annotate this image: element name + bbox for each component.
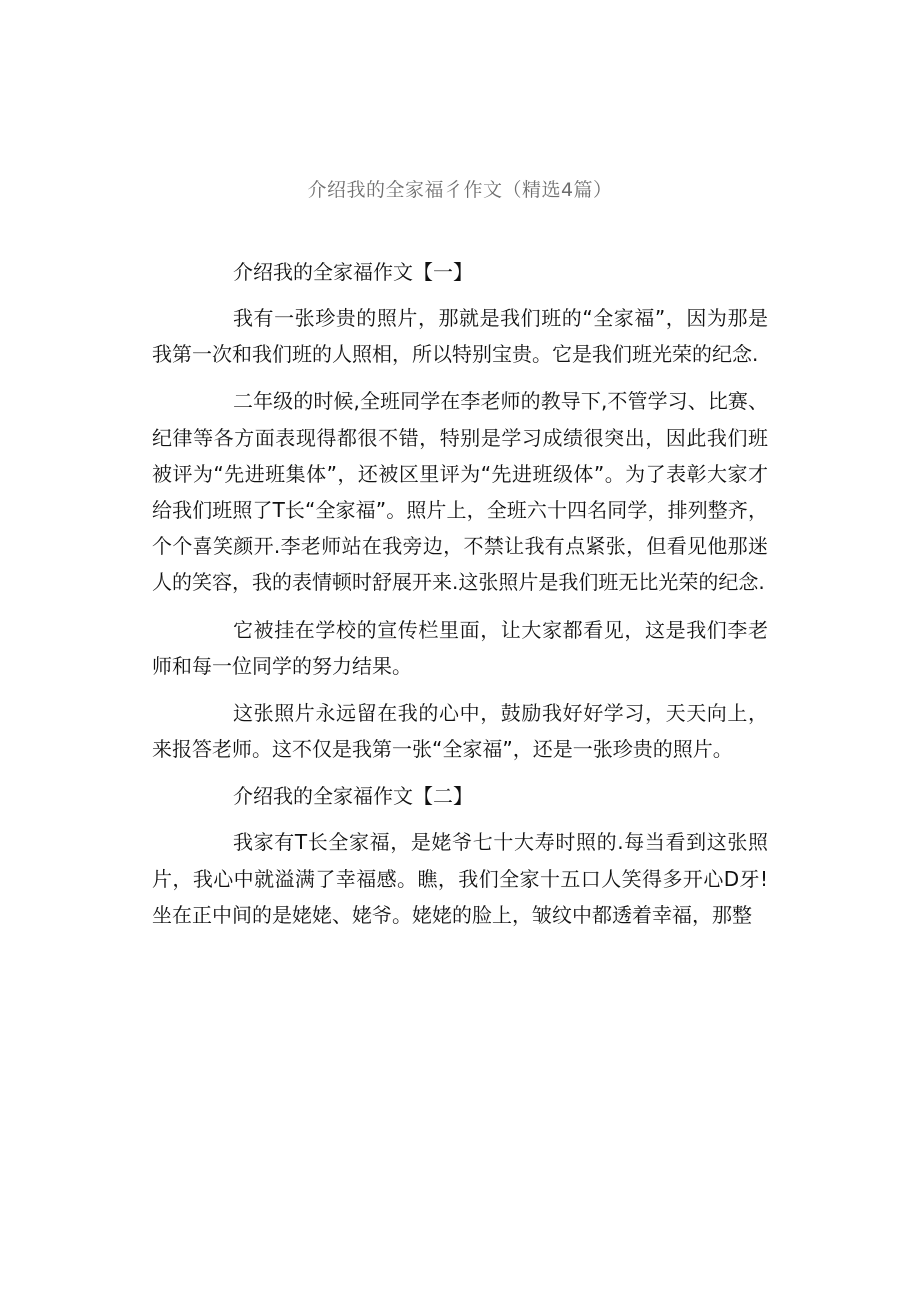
paragraph: 这张照片永远留在我的心中，鼓励我好好学习，天天向上，来报答老师。这不仅是我第一张“全家福”，还是一张珍贵的照片。 [152,701,768,762]
paragraph: 二年级的时候,全班同学在李老师的教导下,不管学习、比赛、纪律等各方面表现得都很不错，特别是学习成绩很突出，因此我们班被评为“先进班集体”，还被区里评为“先进班级体”。为了表彰大家才给我们班照了T长“全家福”。照片上，全班六十四名同学，排列整齐，个个喜笑颜开.李老师站在我旁边，不禁让我有点紧张，但看见他那迷人的笑容，我的表情顿时舒展开来.这张照片是我们班无比光荣的纪念. [152,389,768,595]
document-body [152,254,768,933]
paragraph: 我有一张珍贵的照片，那就是我们班的“全家福”，因为那是我第一次和我们班的人照相，所以特别宝贵。它是我们班光荣的纪念. [152,306,768,367]
paragraph: 它被挂在学校的宣传栏里面，让大家都看见，这是我们李老师和每一位同学的努力结果。 [152,617,768,678]
section-heading-1: 介绍我的全家福作文【一】 [233,260,473,284]
section-heading-2: 介绍我的全家福作文【二】 [233,784,473,809]
paragraph: 我家有T长全家福，是姥爷七十大寿时照的.每当看到这张照片，我心中就溢满了幸福感。瞧，我们全家十五口人笑得多开心D牙!坐在正中间的是姥姥、姥爷。姥姥的脸上，皱纹中都透着幸福，那整 [152,830,768,927]
document-title: 介绍我的全家福彳作文（精选4篇） [307,179,613,201]
